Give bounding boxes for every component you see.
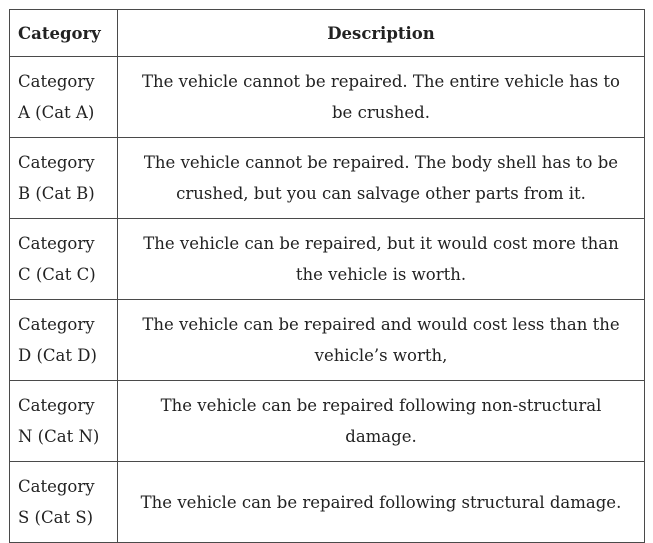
category-cell: Category D (Cat D) bbox=[10, 300, 118, 381]
table-row bbox=[10, 381, 645, 462]
table-row bbox=[10, 57, 645, 138]
description-cell: The vehicle can be repaired, but it would cost more than the vehicle is worth. bbox=[118, 219, 645, 300]
description-cell: The vehicle cannot be repaired. The body shell has to be crushed, but you can salvage other parts from it. bbox=[118, 138, 645, 219]
category-cell: Category S (Cat S) bbox=[10, 462, 118, 543]
table-header bbox=[10, 10, 645, 57]
table-row bbox=[10, 300, 645, 381]
header-row bbox=[10, 10, 645, 57]
description-cell: The vehicle can be repaired following structural damage. bbox=[118, 462, 645, 543]
table-row bbox=[10, 462, 645, 543]
header-description: Description bbox=[118, 10, 645, 57]
description-cell: The vehicle can be repaired following non-structural damage. bbox=[118, 381, 645, 462]
table-body bbox=[10, 57, 645, 543]
category-cell: Category N (Cat N) bbox=[10, 381, 118, 462]
header-category: Category bbox=[10, 10, 118, 57]
category-table bbox=[9, 9, 645, 543]
category-cell: Category C (Cat C) bbox=[10, 219, 118, 300]
table-row bbox=[10, 219, 645, 300]
table-row bbox=[10, 138, 645, 219]
description-cell: The vehicle can be repaired and would cost less than the vehicle’s worth, bbox=[118, 300, 645, 381]
category-cell: Category A (Cat A) bbox=[10, 57, 118, 138]
category-cell: Category B (Cat B) bbox=[10, 138, 118, 219]
description-cell: The vehicle cannot be repaired. The entire vehicle has to be crushed. bbox=[118, 57, 645, 138]
